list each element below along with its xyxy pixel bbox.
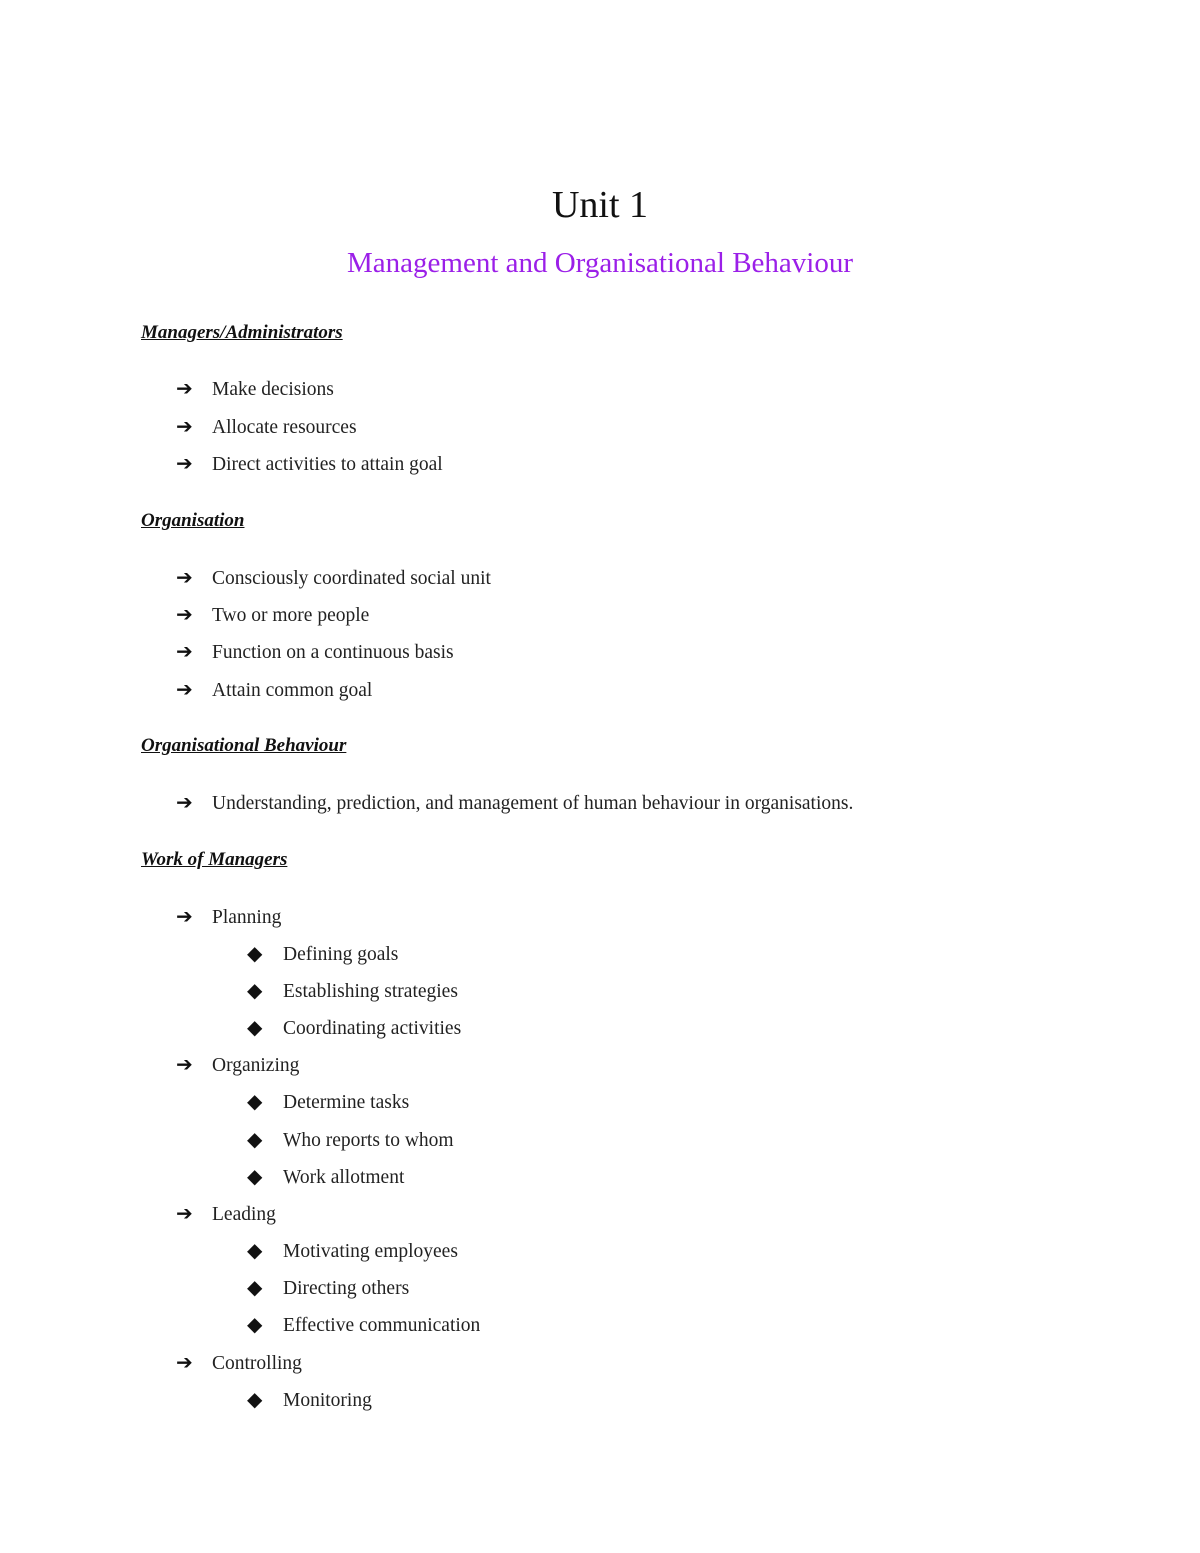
list-item-text: Controlling bbox=[212, 1353, 302, 1374]
list-item bbox=[176, 452, 443, 477]
arrow-icon: ➔ bbox=[176, 792, 193, 814]
list-item bbox=[176, 678, 372, 703]
section-heading-organisational-behaviour: Organisational Behaviour bbox=[141, 735, 347, 756]
list-item-text: Organizing bbox=[212, 1055, 300, 1076]
page-title: Unit 1 bbox=[551, 184, 649, 226]
arrow-icon: ➔ bbox=[176, 1352, 193, 1374]
arrow-icon: ➔ bbox=[176, 906, 193, 928]
arrow-icon: ➔ bbox=[176, 1203, 193, 1225]
sub-list-item-text: Determine tasks bbox=[283, 1092, 410, 1113]
diamond-icon: ◆ bbox=[247, 1166, 263, 1188]
sub-list-item-text: Establishing strategies bbox=[283, 981, 458, 1002]
sub-list-item bbox=[247, 1388, 372, 1413]
sub-list-item bbox=[247, 1016, 461, 1041]
diamond-icon: ◆ bbox=[247, 1017, 263, 1039]
sub-list-item bbox=[247, 1165, 404, 1190]
list-item-leading bbox=[176, 1202, 276, 1227]
list-item bbox=[176, 377, 334, 402]
diamond-icon: ◆ bbox=[247, 943, 263, 965]
list-item bbox=[176, 640, 454, 665]
sub-list-item-text: Defining goals bbox=[283, 944, 399, 965]
diamond-icon: ◆ bbox=[247, 1091, 263, 1113]
list-item-text: Allocate resources bbox=[212, 417, 357, 438]
sub-list-item bbox=[247, 1276, 409, 1301]
list-item bbox=[176, 603, 369, 628]
arrow-icon: ➔ bbox=[176, 1054, 193, 1076]
arrow-icon: ➔ bbox=[176, 604, 193, 626]
list-item-text: Understanding, prediction, and management of human behaviour in organisations. bbox=[212, 793, 854, 814]
list-item-organizing bbox=[176, 1053, 299, 1078]
arrow-icon: ➔ bbox=[176, 378, 193, 400]
list-item bbox=[176, 566, 491, 591]
sub-list-item-text: Who reports to whom bbox=[283, 1130, 454, 1151]
list-item-text: Two or more people bbox=[212, 605, 370, 626]
list-item-text: Planning bbox=[212, 907, 282, 928]
section-heading-organisation: Organisation bbox=[141, 510, 245, 531]
arrow-icon: ➔ bbox=[176, 679, 193, 701]
diamond-icon: ◆ bbox=[247, 1314, 263, 1336]
diamond-icon: ◆ bbox=[247, 1240, 263, 1262]
sub-list-item-text: Coordinating activities bbox=[283, 1018, 462, 1039]
sub-list-item bbox=[247, 942, 398, 967]
sub-list-item-text: Motivating employees bbox=[283, 1241, 458, 1262]
list-item-text: Attain common goal bbox=[212, 680, 373, 701]
sub-list-item-text: Directing others bbox=[283, 1278, 410, 1299]
list-item-text: Leading bbox=[212, 1204, 276, 1225]
list-item bbox=[176, 415, 357, 440]
diamond-icon: ◆ bbox=[247, 1277, 263, 1299]
list-item bbox=[176, 791, 853, 816]
diamond-icon: ◆ bbox=[247, 1129, 263, 1151]
list-item-text: Direct activities to attain goal bbox=[212, 454, 443, 475]
sub-list-item bbox=[247, 1239, 458, 1264]
section-heading-managers: Managers/Administrators bbox=[141, 322, 343, 343]
arrow-icon: ➔ bbox=[176, 453, 193, 475]
sub-list-item-text: Monitoring bbox=[283, 1390, 372, 1411]
sub-list-item bbox=[247, 1090, 409, 1115]
arrow-icon: ➔ bbox=[176, 641, 193, 663]
arrow-icon: ➔ bbox=[176, 416, 193, 438]
diamond-icon: ◆ bbox=[247, 980, 263, 1002]
section-heading-work-of-managers: Work of Managers bbox=[141, 849, 288, 870]
list-item-controlling bbox=[176, 1351, 302, 1376]
list-item-text: Function on a continuous basis bbox=[212, 642, 454, 663]
sub-list-item-text: Effective communication bbox=[283, 1315, 481, 1336]
diamond-icon: ◆ bbox=[247, 1389, 263, 1411]
list-item-planning bbox=[176, 905, 281, 930]
sub-list-item bbox=[247, 1128, 454, 1153]
list-item-text: Make decisions bbox=[212, 379, 334, 400]
sub-list-item-text: Work allotment bbox=[283, 1167, 405, 1188]
arrow-icon: ➔ bbox=[176, 567, 193, 589]
list-item-text: Consciously coordinated social unit bbox=[212, 568, 491, 589]
page-subtitle: Management and Organisational Behaviour bbox=[346, 247, 853, 279]
sub-list-item bbox=[247, 1313, 480, 1338]
sub-list-item bbox=[247, 979, 458, 1004]
